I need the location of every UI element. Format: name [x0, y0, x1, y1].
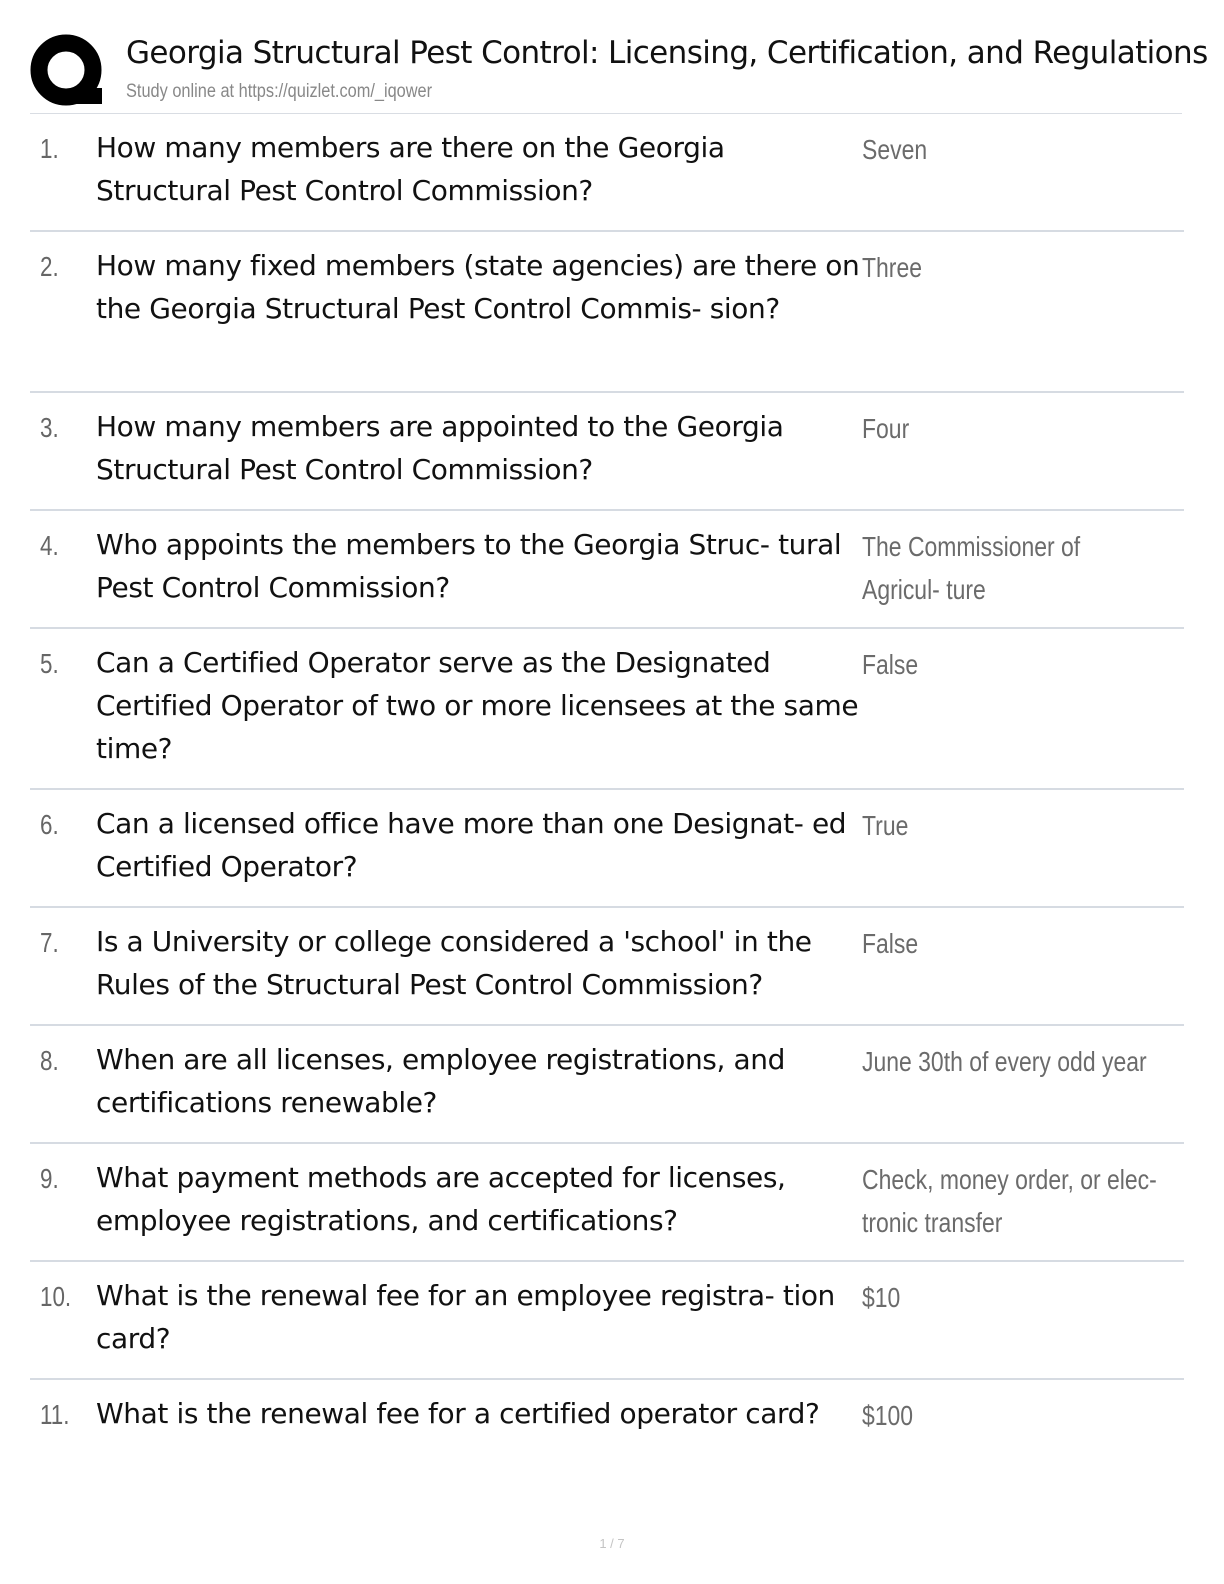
flashcard — [30, 114, 1184, 232]
flashcard — [30, 1144, 1184, 1262]
flashcard — [30, 232, 1184, 393]
flashcard — [30, 1262, 1184, 1380]
page-header — [30, 28, 1210, 112]
card-answer: $100 — [862, 1400, 914, 1431]
flashcard-list — [30, 114, 1184, 1490]
card-answer: True — [862, 810, 909, 841]
card-number: 3. — [40, 412, 59, 443]
flashcard — [30, 908, 1184, 1026]
flashcard — [30, 1026, 1184, 1144]
flashcard — [30, 393, 1184, 511]
card-answer: Check, money order, or elec- tronic transfer — [862, 1164, 1157, 1238]
card-question: How many members are there on the Georgia Structural Pest Control Commission? — [96, 131, 725, 207]
card-question: When are all licenses, employee registrations, and certifications renewable? — [96, 1043, 785, 1119]
card-question: Who appoints the members to the Georgia Struc- tural Pest Control Commission? — [96, 528, 842, 604]
card-question: How many fixed members (state agencies) are there on the Georgia Structural Pest Control Commis- sion? — [96, 249, 860, 325]
card-answer: Seven — [862, 134, 928, 165]
page-title: Georgia Structural Pest Control: Licensing, Certification, and Regulations — [126, 35, 1208, 71]
page-number: 1 / 7 — [599, 1536, 625, 1551]
card-question: Can a Certified Operator serve as the Designated Certified Operator of two or more licensees at the same time? — [96, 646, 859, 765]
card-number: 9. — [40, 1163, 59, 1194]
flashcard — [30, 1380, 1184, 1490]
quizlet-q-logo-icon — [30, 34, 106, 110]
flashcard — [30, 629, 1184, 790]
card-question: What is the renewal fee for a certified operator card? — [96, 1397, 820, 1430]
card-number: 4. — [40, 530, 59, 561]
card-question: Can a licensed office have more than one Designat- ed Certified Operator? — [96, 807, 847, 883]
card-number: 10. — [40, 1281, 72, 1312]
card-number: 8. — [40, 1045, 59, 1076]
card-number: 6. — [40, 809, 59, 840]
flashcard — [30, 511, 1184, 629]
card-answer: Three — [862, 252, 922, 283]
card-number: 5. — [40, 648, 59, 679]
card-question: What is the renewal fee for an employee registra- tion card? — [96, 1279, 835, 1355]
card-question: How many members are appointed to the Georgia Structural Pest Control Commission? — [96, 410, 784, 486]
card-answer: Four — [862, 413, 910, 444]
card-answer: The Commissioner of Agricul- ture — [862, 531, 1081, 605]
flashcard — [30, 790, 1184, 908]
card-answer: $10 — [862, 1282, 901, 1313]
card-answer: False — [862, 928, 919, 959]
study-online-link[interactable]: Study online at https://quizlet.com/_iqower — [126, 81, 433, 102]
card-answer: June 30th of every odd year — [862, 1046, 1147, 1077]
card-question: Is a University or college considered a 'school' in the Rules of the Structural Pest Control Commission? — [96, 925, 812, 1001]
card-number: 2. — [40, 251, 59, 282]
card-answer: False — [862, 649, 919, 680]
card-number: 11. — [40, 1399, 70, 1430]
card-question: What payment methods are accepted for licenses, employee registrations, and certifications? — [96, 1161, 786, 1237]
card-number: 7. — [40, 927, 59, 958]
card-number: 1. — [40, 133, 59, 164]
